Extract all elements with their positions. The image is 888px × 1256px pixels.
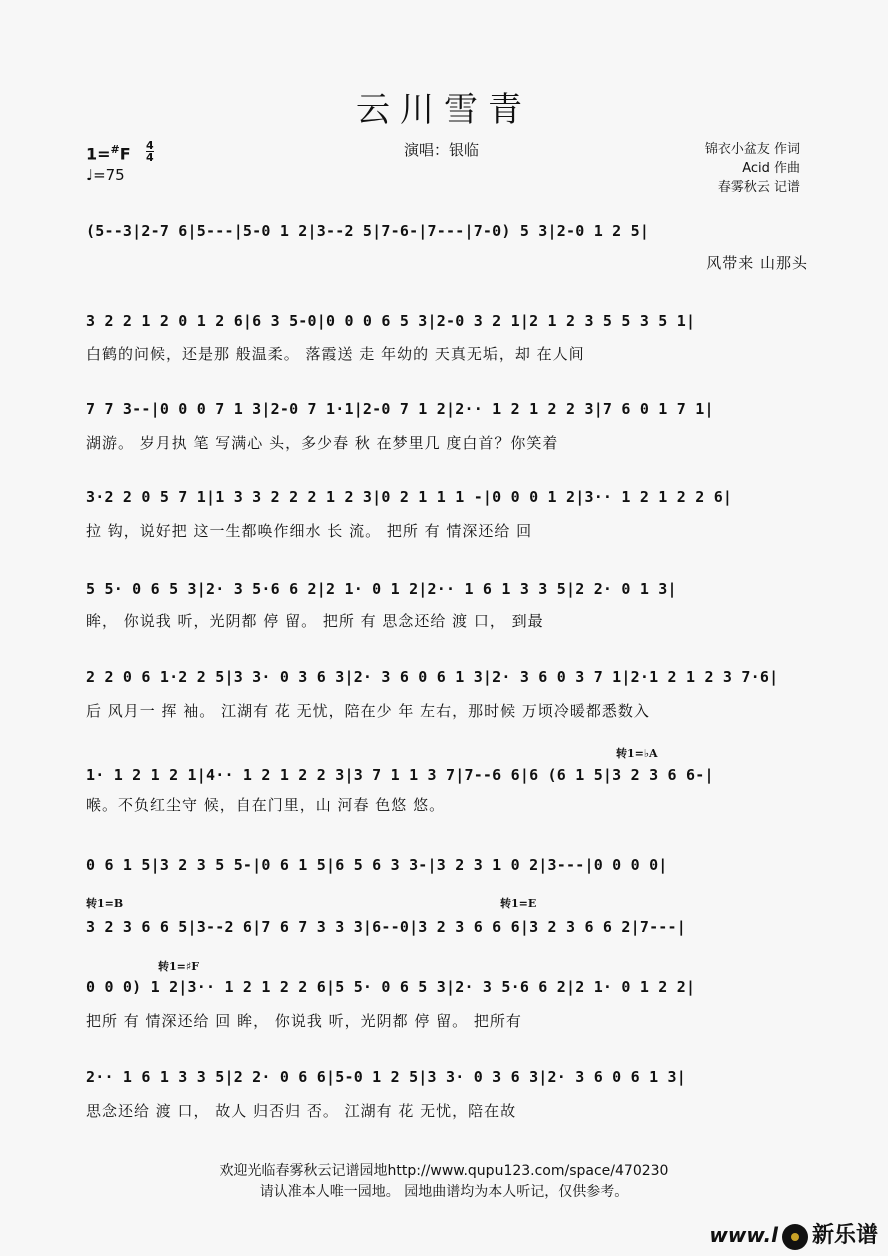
key-note: F bbox=[119, 144, 131, 164]
lyricist-credit: 锦衣小盆友 作词 bbox=[704, 142, 800, 157]
score-line-4-lyrics: 拉 钩，说好把 这一生都唤作细水 长 流。 把所 有 情深还给 回 bbox=[86, 522, 533, 540]
score-line-2-lyrics: 白鹤的问候，还是那 般温柔。 落霞送 走 年幼的 天真无垢，却 在人间 bbox=[86, 345, 585, 363]
key-change-e: 转1=E bbox=[500, 897, 537, 910]
singer-credit: 演唱：银临 bbox=[404, 141, 480, 159]
score-line-5-lyrics: 眸， 你说我 听，光阴都 停 留。 把所 有 思念还给 渡 口， 到最 bbox=[86, 612, 544, 630]
sharp-sign: # bbox=[110, 143, 120, 156]
time-top: 4 bbox=[146, 139, 154, 152]
score-line-1-notes: (5--3|2-7 6|5---|5-0 1 2|3--2 5|7-6-|7---|7-0) 5 3|2-0 1 2 5| bbox=[86, 222, 650, 240]
key-change-b: 转1=B bbox=[86, 897, 124, 910]
footer-welcome: 欢迎光临春雾秋云记谱园地http://www.qupu123.com/space/470230 bbox=[219, 1163, 669, 1179]
score-line-11-notes: 2·· 1 6 1 3 3 5|2 2· 0 6 6|5-0 1 2 5|3 3· 0 3 6 3|2· 3 6 0 6 1 3| bbox=[86, 1068, 686, 1086]
footer-notice: 请认准本人唯一园地。 园地曲谱均为本人听记，仅供参考。 bbox=[259, 1184, 629, 1200]
transcriber-credit: 春雾秋云 记谱 bbox=[717, 180, 800, 195]
key-change-flat-a: 转1=♭A bbox=[616, 747, 658, 760]
time-bottom: 4 bbox=[146, 151, 154, 164]
score-line-4-notes: 3·2 2 0 5 7 1|1 3 3 2 2 2 1 2 3|0 2 1 1 1 -|0 0 0 1 2|3·· 1 2 1 2 2 6| bbox=[86, 488, 733, 506]
score-line-5-notes: 5 5· 0 6 5 3|2· 3 5·6 6 2|2 1· 0 1 2|2·· 1 6 1 3 3 5|2 2· 0 1 3| bbox=[86, 580, 677, 598]
watermark-brand: 新乐谱 bbox=[811, 1223, 878, 1248]
score-line-10-lyrics: 把所 有 情深还给 回 眸， 你说我 听，光阴都 停 留。 把所有 bbox=[86, 1012, 522, 1030]
score-line-9-notes: 3 2 3 6 6 5|3--2 6|7 6 7 3 3 3|6--0|3 2 3 6 6 6|3 2 3 6 6 2|7---| bbox=[86, 918, 686, 936]
score-line-7-lyrics: 喉。不负红尘守 候，自在门里，山 河春 色悠 悠。 bbox=[86, 796, 446, 814]
score-line-6-lyrics: 后 风月一 挥 袖。 江湖有 花 无忧，陪在少 年 左右，那时候 万顷冷暖都悉数入 bbox=[86, 702, 650, 720]
score-line-1-lyrics: 风带来 山那头 bbox=[706, 254, 808, 272]
watermark bbox=[709, 1218, 878, 1250]
disc-icon bbox=[782, 1224, 808, 1250]
tempo-mark: ♩=75 bbox=[86, 166, 125, 184]
score-line-3-notes: 7 7 3--|0 0 0 7 1 3|2-0 7 1·1|2-0 7 1 2|2·· 1 2 1 2 2 3|7 6 0 1 7 1| bbox=[86, 400, 714, 418]
score-line-2-notes: 3 2 2 1 2 0 1 2 6|6 3 5-0|0 0 0 6 5 3|2-0 3 2 1|2 1 2 3 5 5 3 5 1| bbox=[86, 312, 696, 330]
watermark-url: www.l bbox=[709, 1223, 778, 1247]
score-line-7-notes: 1· 1 2 1 2 1|4·· 1 2 1 2 2 3|3 7 1 1 3 7|7--6 6|6 (6 1 5|3 2 3 6 6-| bbox=[86, 766, 714, 784]
song-title: 云川雪青 bbox=[356, 90, 532, 130]
key-change-sharp-f: 转1=♯F bbox=[158, 960, 200, 973]
composer-credit: Acid 作曲 bbox=[742, 161, 800, 176]
credits-block bbox=[705, 140, 800, 197]
score-line-6-notes: 2 2 0 6 1·2 2 5|3 3· 0 3 6 3|2· 3 6 0 6 1 3|2· 3 6 0 3 7 1|2·1 2 1 2 3 7·6| bbox=[86, 668, 779, 686]
time-signature bbox=[146, 140, 154, 163]
score-line-3-lyrics: 湖游。 岁月执 笔 写满心 头，多少春 秋 在梦里几 度白首？你笑着 bbox=[86, 434, 559, 452]
key-label: 1= bbox=[86, 144, 111, 164]
score-line-8-notes: 0 6 1 5|3 2 3 5 5-|0 6 1 5|6 5 6 3 3-|3 2 3 1 0 2|3---|0 0 0 0| bbox=[86, 856, 668, 874]
score-line-10-notes: 0 0 0) 1 2|3·· 1 2 1 2 2 6|5 5· 0 6 5 3|2· 3 5·6 6 2|2 1· 0 1 2 2| bbox=[86, 978, 696, 996]
key-signature bbox=[86, 143, 131, 163]
score-line-11-lyrics: 思念还给 渡 口， 故人 归否归 否。 江湖有 花 无忧，陪在故 bbox=[86, 1102, 517, 1120]
